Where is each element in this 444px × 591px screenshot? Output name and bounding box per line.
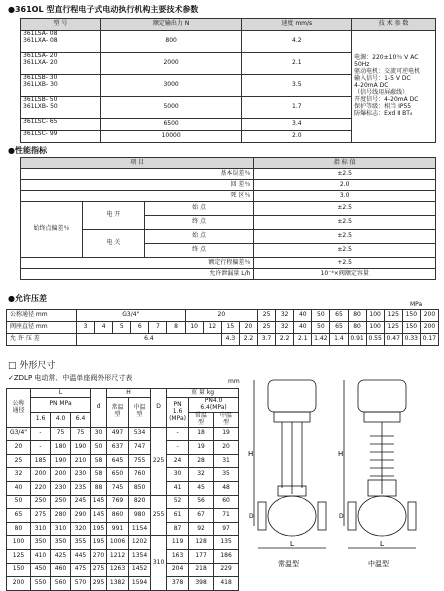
spec-model: 361LSC- 65 bbox=[21, 119, 101, 131]
valve-body-normal bbox=[268, 496, 316, 536]
header-speed: 速度 mm/s bbox=[242, 19, 352, 31]
dim-cell: 747 bbox=[129, 441, 151, 455]
dim-cell: 645 bbox=[107, 454, 129, 468]
seat-val: 200 bbox=[420, 322, 438, 334]
dim-cell: 195 bbox=[91, 522, 107, 536]
header-dn: 公称 通径 bbox=[7, 389, 31, 428]
pressure-unit: MPa bbox=[410, 301, 423, 308]
perf-label: 基本误差％ bbox=[21, 169, 254, 180]
flange-left-normal bbox=[258, 502, 266, 530]
pressure-table bbox=[6, 309, 439, 346]
deviation-value: ±2.5 bbox=[254, 216, 436, 230]
seat-val: 6 bbox=[131, 322, 149, 334]
dim-cell: 410 bbox=[31, 549, 51, 563]
dim-cell: - bbox=[31, 441, 51, 455]
dim-cell: 275 bbox=[91, 563, 107, 577]
dp-val: 2.1 bbox=[294, 334, 312, 346]
dim-cell: 280 bbox=[51, 509, 71, 523]
table-row bbox=[7, 522, 239, 536]
dim-cell: 290 bbox=[71, 509, 91, 523]
dim-cell: 195 bbox=[91, 536, 107, 550]
dim-cell: 1594 bbox=[129, 577, 151, 591]
dim-label-L-mid: L bbox=[380, 540, 384, 548]
dim-cell: 1452 bbox=[129, 563, 151, 577]
spec-force: 800 bbox=[100, 31, 242, 53]
header-model: 型 号 bbox=[21, 19, 101, 31]
spec-speed: 4.2 bbox=[242, 31, 352, 53]
dim-cell: 229 bbox=[214, 563, 239, 577]
seat-val: 4 bbox=[95, 322, 113, 334]
table-row bbox=[7, 454, 239, 468]
dp-label: 允 许 压 差 bbox=[7, 334, 77, 346]
dim-cell: 128 bbox=[189, 536, 214, 550]
dim-cell: 80 bbox=[7, 522, 31, 536]
perf-value: 2.0 bbox=[254, 180, 436, 191]
header-pn-val: 4.0 bbox=[51, 412, 71, 427]
spec-force: 6500 bbox=[100, 119, 242, 131]
seat-val: 125 bbox=[384, 322, 402, 334]
seat-val: 80 bbox=[348, 322, 366, 334]
dim-cell: 75 bbox=[71, 427, 91, 441]
seat-val: 20 bbox=[239, 322, 257, 334]
dim-cell: 450 bbox=[31, 563, 51, 577]
conn-val: 40 bbox=[294, 310, 312, 322]
dim-cell: 24 bbox=[167, 454, 189, 468]
dim-cell: 145 bbox=[91, 509, 107, 523]
dim-label-L-normal: L bbox=[290, 540, 294, 548]
dim-cell: 100 bbox=[7, 536, 31, 550]
actuator-housing-mid bbox=[358, 380, 406, 412]
dp-val: 4.3 bbox=[221, 334, 239, 346]
rated-label: 额定行程偏差％ bbox=[21, 258, 254, 269]
dim-cell: 398 bbox=[189, 577, 214, 591]
dim-cell: 534 bbox=[129, 427, 151, 441]
dim-cell: 35 bbox=[214, 468, 239, 482]
conn-val: 20 bbox=[185, 310, 257, 322]
perf-label: 回 差％ bbox=[21, 180, 254, 191]
dim-cell: 150 bbox=[7, 563, 31, 577]
spec-force: 2000 bbox=[100, 53, 242, 75]
dim-cell: 1263 bbox=[107, 563, 129, 577]
table-row bbox=[7, 563, 239, 577]
dim-cell: 97 bbox=[214, 522, 239, 536]
table-row bbox=[7, 549, 239, 563]
dim-cell: 31 bbox=[214, 454, 239, 468]
header-H: H bbox=[107, 389, 151, 398]
dp-val: 0.47 bbox=[384, 334, 402, 346]
dp-val: 0.91 bbox=[348, 334, 366, 346]
dim-cell: 45 bbox=[189, 481, 214, 495]
table-row bbox=[7, 536, 239, 550]
dim-cell: 425 bbox=[51, 549, 71, 563]
dim-cell: 125 bbox=[7, 549, 31, 563]
header-pn40: PN4.0 6.4(MPa) bbox=[189, 398, 239, 413]
diagram-label-normal: 常温型 bbox=[278, 560, 299, 568]
conn-val: 80 bbox=[348, 310, 366, 322]
dim-cell: 19 bbox=[214, 427, 239, 441]
table-row bbox=[7, 468, 239, 482]
conn-g: G3/4" bbox=[77, 310, 186, 322]
dim-cell: 28 bbox=[189, 454, 214, 468]
dim-cell: 218 bbox=[189, 563, 214, 577]
dp-val: 2.2 bbox=[276, 334, 294, 346]
dim-cell: 185 bbox=[31, 454, 51, 468]
dim-cell: 230 bbox=[51, 481, 71, 495]
dim-cell: 18 bbox=[189, 427, 214, 441]
dim-cell: 200 bbox=[31, 468, 51, 482]
dim-cell: 61 bbox=[167, 509, 189, 523]
dim-cell: 19 bbox=[189, 441, 214, 455]
dp-val: 0.17 bbox=[420, 334, 438, 346]
dp-val: 2.2 bbox=[239, 334, 257, 346]
table-row bbox=[7, 427, 239, 441]
seat-val: 150 bbox=[402, 322, 420, 334]
header-pn-val: 1.6 bbox=[31, 412, 51, 427]
dim-cell: 87 bbox=[167, 522, 189, 536]
dim-cell: 56 bbox=[189, 495, 214, 509]
dim-cell: 637 bbox=[107, 441, 129, 455]
spec-force: 3000 bbox=[100, 75, 242, 97]
conn-val: 25 bbox=[258, 310, 276, 322]
header-h-mid: 中温 型 bbox=[129, 398, 151, 428]
header-weight: 重 量 kg bbox=[167, 389, 239, 398]
dim-cell: 295 bbox=[91, 577, 107, 591]
dim-cell: 550 bbox=[31, 577, 51, 591]
dim-cell: 769 bbox=[107, 495, 129, 509]
dim-d-value: 225 bbox=[151, 427, 167, 495]
dim-cell: 230 bbox=[71, 468, 91, 482]
dim-label-D-normal: D bbox=[249, 513, 254, 520]
dim-cell: 52 bbox=[167, 495, 189, 509]
perf-value: ±2.5 bbox=[254, 169, 436, 180]
dim-cell: 60 bbox=[214, 495, 239, 509]
flange-right-normal bbox=[318, 502, 326, 530]
dim-cell: 350 bbox=[51, 536, 71, 550]
seat-val: 3 bbox=[77, 322, 95, 334]
dim-cell: 200 bbox=[51, 468, 71, 482]
deviation-value: ±2.5 bbox=[254, 202, 436, 216]
header-w-mid: 中温 型 bbox=[214, 412, 239, 427]
dim-cell: 250 bbox=[31, 495, 51, 509]
conn-val: 150 bbox=[402, 310, 420, 322]
dim-cell: 350 bbox=[31, 536, 51, 550]
perf-value: 3.0 bbox=[254, 191, 436, 202]
dim-cell: 190 bbox=[51, 454, 71, 468]
deviation-value: ±2.5 bbox=[254, 230, 436, 244]
header-D: D bbox=[151, 389, 167, 428]
dim-cell: 460 bbox=[51, 563, 71, 577]
dim-cell: 991 bbox=[107, 522, 129, 536]
seat-val: 32 bbox=[276, 322, 294, 334]
dim-cell: 980 bbox=[129, 509, 151, 523]
dim-cell: - bbox=[167, 441, 189, 455]
dim-cell: 30 bbox=[91, 427, 107, 441]
dim-cell: 1354 bbox=[129, 549, 151, 563]
dim-cell: 1006 bbox=[107, 536, 129, 550]
dim-cell: 135 bbox=[214, 536, 239, 550]
header-w-normal: 常温 型 bbox=[189, 412, 214, 427]
header-pn16: PN 1.6 (MPa) bbox=[167, 398, 189, 428]
actuator-base-mid bbox=[364, 412, 400, 422]
leak-value: 10⁻⁴×阀额定容量 bbox=[254, 269, 436, 280]
spec-model: 361LSA- 20 361LXA- 20 bbox=[21, 53, 101, 75]
dim-cell: 220 bbox=[31, 481, 51, 495]
dim-cell: 497 bbox=[107, 427, 129, 441]
section-title-specs: ●361OL 型直行程电子式电动执行机构主要技术参数 bbox=[8, 5, 199, 14]
header-item: 项 目 bbox=[21, 158, 254, 169]
dim-cell: 65 bbox=[7, 509, 31, 523]
dim-cell: 119 bbox=[167, 536, 189, 550]
dim-cell: 418 bbox=[214, 577, 239, 591]
specs-table bbox=[20, 18, 436, 143]
seat-val: 15 bbox=[221, 322, 239, 334]
dim-cell: 1154 bbox=[129, 522, 151, 536]
dim-cell: 190 bbox=[71, 441, 91, 455]
section-title-dimensions: □ 外形尺寸 bbox=[8, 361, 56, 371]
rated-value: +2.5 bbox=[254, 258, 436, 269]
dim-cell: 570 bbox=[71, 577, 91, 591]
dim-cell: 310 bbox=[51, 522, 71, 536]
dim-cell: 850 bbox=[129, 481, 151, 495]
dim-cell: 204 bbox=[167, 563, 189, 577]
table-row bbox=[7, 441, 239, 455]
dim-cell: 48 bbox=[214, 481, 239, 495]
spec-speed: 2.0 bbox=[242, 131, 352, 143]
flange-right-mid bbox=[408, 502, 416, 530]
dim-cell: 235 bbox=[71, 481, 91, 495]
end-label: 终 点 bbox=[144, 216, 254, 230]
performance-table bbox=[20, 157, 436, 280]
start-label: 始 点 bbox=[144, 202, 254, 216]
spec-model: 361LSC- 99 bbox=[21, 131, 101, 143]
table-row bbox=[7, 495, 239, 509]
header-value: 指 标 值 bbox=[254, 158, 436, 169]
motor-close-label: 电 关 bbox=[82, 230, 144, 258]
seat-val: 65 bbox=[330, 322, 348, 334]
header-L: L bbox=[31, 389, 91, 398]
dim-cell: 50 bbox=[7, 495, 31, 509]
dim-cell: 320 bbox=[71, 522, 91, 536]
seat-val: 100 bbox=[366, 322, 384, 334]
spec-speed: 2.1 bbox=[242, 53, 352, 75]
spec-speed: 3.5 bbox=[242, 75, 352, 97]
table-row bbox=[7, 481, 239, 495]
dim-cell: 650 bbox=[107, 468, 129, 482]
dim-cell: 67 bbox=[189, 509, 214, 523]
dim-cell: 58 bbox=[91, 454, 107, 468]
dim-cell: 245 bbox=[71, 495, 91, 509]
spec-force: 10000 bbox=[100, 131, 242, 143]
seat-val: 10 bbox=[185, 322, 203, 334]
dp-val: 3.7 bbox=[258, 334, 276, 346]
dim-cell: 20 bbox=[7, 441, 31, 455]
dim-cell: 860 bbox=[107, 509, 129, 523]
conn-val: 200 bbox=[420, 310, 438, 322]
conn-val: 65 bbox=[330, 310, 348, 322]
dim-cell: 41 bbox=[167, 481, 189, 495]
table-row bbox=[7, 509, 239, 523]
dim-cell: 30 bbox=[167, 468, 189, 482]
perf-label: 死 区％ bbox=[21, 191, 254, 202]
conn-val: 125 bbox=[384, 310, 402, 322]
spec-force: 5000 bbox=[100, 97, 242, 119]
diagram-label-mid: 中温型 bbox=[368, 560, 389, 568]
dimensions-table bbox=[6, 388, 239, 591]
dim-cell: 50 bbox=[91, 441, 107, 455]
dim-cell: 820 bbox=[129, 495, 151, 509]
header-pn: PN MPa bbox=[31, 398, 91, 413]
dim-cell: 186 bbox=[214, 549, 239, 563]
header-h-normal: 常温 型 bbox=[107, 398, 129, 428]
header-d-small: d bbox=[91, 389, 107, 428]
dim-cell: 1212 bbox=[107, 549, 129, 563]
dim-cell: 560 bbox=[51, 577, 71, 591]
end-label: 终 点 bbox=[144, 244, 254, 258]
dim-cell: 92 bbox=[189, 522, 214, 536]
dim-cell: 250 bbox=[51, 495, 71, 509]
seat-val: 12 bbox=[203, 322, 221, 334]
conn-val: 32 bbox=[276, 310, 294, 322]
seat-val: 8 bbox=[167, 322, 185, 334]
seat-label: 阀座直径 mm bbox=[7, 322, 77, 334]
dim-cell: 270 bbox=[91, 549, 107, 563]
dim-cell: 25 bbox=[7, 454, 31, 468]
dp-val: 0.55 bbox=[366, 334, 384, 346]
spec-model: 361LSB- 50 361LXB- 50 bbox=[21, 97, 101, 119]
dim-cell: 275 bbox=[31, 509, 51, 523]
section-title-pressure: ●允许压差 bbox=[8, 294, 47, 303]
section-title-performance: ●性能指标 bbox=[8, 146, 47, 155]
seat-val: 5 bbox=[113, 322, 131, 334]
seat-val: 7 bbox=[149, 322, 167, 334]
dim-cell: 475 bbox=[71, 563, 91, 577]
dim-d-value: 310 bbox=[151, 536, 167, 590]
motor-open-label: 电 开 bbox=[82, 202, 144, 230]
leak-label: 允许泄漏量 L/h bbox=[21, 269, 254, 280]
dim-cell: 32 bbox=[189, 468, 214, 482]
dim-cell: 20 bbox=[214, 441, 239, 455]
valve-diagram bbox=[244, 376, 440, 572]
dim-cell: 210 bbox=[71, 454, 91, 468]
dim-cell: 755 bbox=[129, 454, 151, 468]
deviation-label: 始终点偏差％ bbox=[21, 202, 83, 258]
seat-val: 25 bbox=[258, 322, 276, 334]
dimensions-unit: mm bbox=[228, 378, 240, 385]
conn-val: 100 bbox=[366, 310, 384, 322]
dim-cell: 75 bbox=[51, 427, 71, 441]
header-force: 额定输出力 N bbox=[100, 19, 242, 31]
conn-val: 50 bbox=[312, 310, 330, 322]
dim-cell: 40 bbox=[7, 481, 31, 495]
dp-val: 0.33 bbox=[402, 334, 420, 346]
actuator-base-normal bbox=[274, 412, 310, 422]
dim-cell: 180 bbox=[51, 441, 71, 455]
spec-speed: 3.4 bbox=[242, 119, 352, 131]
dim-cell: 745 bbox=[107, 481, 129, 495]
header-tech: 技 术 参 数 bbox=[352, 19, 436, 31]
dimensions-subtitle: ✓ZDLP 电动常、中温单座阀外形尺寸表 bbox=[8, 374, 133, 382]
actuator-housing-normal bbox=[268, 380, 316, 412]
dim-cell: G3/4" bbox=[7, 427, 31, 441]
dim-cell: 310 bbox=[31, 522, 51, 536]
dim-label-H-mid: H bbox=[338, 450, 344, 458]
dp-val: 1.4 bbox=[330, 334, 348, 346]
dim-cell: 1202 bbox=[129, 536, 151, 550]
table-row bbox=[7, 577, 239, 591]
flange-left-mid bbox=[348, 502, 356, 530]
dim-cell: 1382 bbox=[107, 577, 129, 591]
dim-cell: - bbox=[31, 427, 51, 441]
spec-tech: 电源：220±10％ V AC 50Hz 驱动电机：交流可逆电机 输入信号：1-5 V DC 4-20mA DC （信号线用屏蔽线） 开度信号：4-20mA DC 保护等级：相当 IP55 防爆标志：Exd Ⅱ BT₄ bbox=[352, 31, 436, 143]
seat-val: 40 bbox=[294, 322, 312, 334]
dim-cell: 355 bbox=[71, 536, 91, 550]
start-label: 始 点 bbox=[144, 230, 254, 244]
dim-cell: 58 bbox=[91, 468, 107, 482]
dim-cell: 32 bbox=[7, 468, 31, 482]
dim-label-D-mid: D bbox=[339, 513, 344, 520]
dim-cell: 760 bbox=[129, 468, 151, 482]
dim-d-value: 255 bbox=[151, 495, 167, 536]
dp-val: 1.42 bbox=[312, 334, 330, 346]
dim-cell: 71 bbox=[214, 509, 239, 523]
conn-label: 公称通径 mm bbox=[7, 310, 77, 322]
dim-cell: 145 bbox=[91, 495, 107, 509]
dim-cell: 163 bbox=[167, 549, 189, 563]
spec-model: 361LSA- 08 361LXA- 08 bbox=[21, 31, 101, 53]
spec-model: 361LSB- 30 361LXB- 30 bbox=[21, 75, 101, 97]
deviation-value: ±2.5 bbox=[254, 244, 436, 258]
dim-cell: 177 bbox=[189, 549, 214, 563]
dp-val: 6.4 bbox=[77, 334, 222, 346]
header-pn-val: 6.4 bbox=[71, 412, 91, 427]
dim-cell: - bbox=[167, 427, 189, 441]
dim-cell: 200 bbox=[7, 577, 31, 591]
dim-cell: 445 bbox=[71, 549, 91, 563]
spec-speed: 1.7 bbox=[242, 97, 352, 119]
seat-val: 50 bbox=[312, 322, 330, 334]
dim-cell: 88 bbox=[91, 481, 107, 495]
dim-cell: 378 bbox=[167, 577, 189, 591]
valve-body-mid bbox=[358, 496, 406, 536]
dim-label-H-normal: H bbox=[248, 450, 254, 458]
